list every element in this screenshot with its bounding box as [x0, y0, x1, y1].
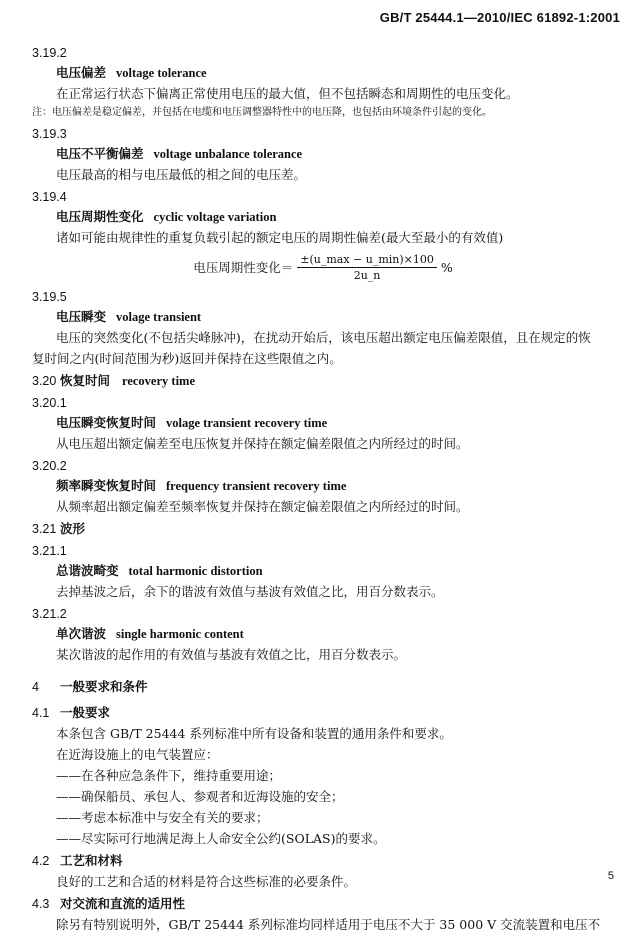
term-cn: 总谐波畸变: [56, 563, 119, 578]
section-title-cn: 波形: [60, 521, 86, 536]
term-heading: [56, 476, 614, 496]
definition: 从频率超出额定偏差至频率恢复并保持在额定偏差限值之内所经过的时间。: [56, 499, 469, 514]
section-number: 3.20: [32, 374, 57, 388]
formula: [32, 250, 614, 284]
term-cn: 频率瞬变恢复时间: [56, 478, 157, 493]
page-number: 5: [607, 870, 614, 882]
section-title-cn: 恢复时间: [60, 373, 111, 388]
term-heading: [56, 144, 614, 164]
section-title-en: recovery time: [122, 374, 196, 388]
formula-denominator: 2u_n: [353, 268, 381, 282]
clause-number: 3.20.1: [32, 396, 67, 410]
clause-number: 3.21.2: [32, 607, 67, 621]
section-number: 4.3: [32, 897, 50, 911]
chapter-number: 4: [32, 680, 39, 694]
term-cn: 电压瞬变: [56, 309, 107, 324]
term-cn: 电压不平衡偏差: [56, 146, 144, 161]
term-en: voltage tolerance: [116, 66, 207, 80]
definition: 电压最高的相与电压最低的相之间的电压差。: [56, 167, 307, 182]
definition: 某次谐波的起作用的有效值与基波有效值之比，用百分数表示。: [56, 647, 407, 662]
section-title: 一般要求: [60, 705, 111, 720]
term-en: frequency transient recovery time: [166, 479, 347, 493]
note: 注：电压偏差是稳定偏差，并包括在电缆和电压调整器特性中的电压降，也包括由环境条件引起的变化。: [32, 107, 492, 118]
term-en: cyclic voltage variation: [153, 210, 277, 224]
paragraph: 本条包含 GB/T 25444 系列标准中所有设备和装置的通用条件和要求。: [56, 726, 452, 741]
term-heading: [56, 624, 614, 644]
term-heading: [56, 413, 614, 433]
section-heading: [32, 519, 614, 539]
section-title: 对交流和直流的适用性: [60, 896, 186, 911]
definition: 从电压超出额定偏差至电压恢复并保持在额定偏差限值之内所经过的时间。: [56, 436, 469, 451]
definition: 去掉基波之后，余下的谐波有效值与基波有效值之比，用百分数表示。: [56, 584, 444, 599]
term-cn: 电压周期性变化: [56, 209, 144, 224]
clause-number: 3.19.4: [32, 190, 67, 204]
list-item: ——在各种应急条件下，维持重要用途；: [56, 768, 282, 783]
definition: 电压的突然变化(不包括尖峰脉冲)，在扰动开始后，该电压超出额定电压偏差限值，且在规定的恢: [56, 330, 591, 345]
list-item: ——考虑本标准中与安全有关的要求；: [56, 810, 269, 825]
formula-label: 电压周期性变化＝: [193, 260, 294, 275]
definition: 在正常运行状态下偏离正常使用电压的最大值，但不包括瞬态和周期性的电压变化。: [56, 86, 519, 101]
section-heading: [32, 371, 614, 391]
section-heading: [32, 851, 614, 871]
term-cn: 单次谐波: [56, 626, 107, 641]
section-heading: [32, 894, 614, 914]
clause-number: 3.20.2: [32, 459, 67, 473]
list-item: ——确保船员、承包人、参观者和近海设施的安全；: [56, 789, 344, 804]
document-header: GB/T 25444.1—2010/IEC 61892-1:2001: [379, 10, 620, 25]
paragraph: 良好的工艺和合适的材料是符合这些标准的必要条件。: [56, 874, 357, 889]
clause-number: 3.21.1: [32, 544, 67, 558]
term-en: voltage unbalance tolerance: [153, 147, 303, 161]
term-en: volage transient: [116, 310, 202, 324]
section-title: 工艺和材料: [60, 853, 123, 868]
formula-fraction: [297, 253, 437, 282]
document-body: [32, 41, 614, 935]
paragraph: 在近海设施上的电气装置应：: [56, 747, 219, 762]
clause-number: 3.19.2: [32, 46, 67, 60]
list-item: ——尽实际可行地满足海上人命安全公约(SOLAS)的要求。: [56, 831, 386, 846]
chapter-heading: [32, 677, 614, 697]
section-number: 4.2: [32, 854, 50, 868]
term-en: volage transient recovery time: [166, 416, 328, 430]
chapter-title: 一般要求和条件: [60, 679, 148, 694]
clause-number: 3.19.5: [32, 290, 67, 304]
formula-numerator: ±(u_max − u_min)×100: [297, 253, 437, 268]
definition: 诸如可能由规律性的重复负载引起的额定电压的周期性偏差(最大至最小的有效值): [56, 230, 504, 245]
section-number: 3.21: [32, 522, 57, 536]
term-heading: [56, 63, 614, 83]
term-heading: [56, 207, 614, 227]
section-heading: [32, 703, 614, 723]
term-heading: [56, 307, 614, 327]
section-number: 4.1: [32, 706, 50, 720]
clause-number: 3.19.3: [32, 127, 67, 141]
term-cn: 电压瞬变恢复时间: [56, 415, 157, 430]
term-cn: 电压偏差: [56, 65, 107, 80]
term-en: single harmonic content: [116, 627, 244, 641]
definition-continued: 复时间之内(时间范围为秒)返回并保持在这些限值之内。: [32, 351, 342, 366]
formula-unit: %: [440, 259, 453, 275]
term-heading: [56, 561, 614, 581]
paragraph: 除另有特别说明外，GB/T 25444 系列标准均同样适用于电压不大于 35 000 V 交流装置和电压不: [56, 917, 601, 932]
term-en: total harmonic distortion: [128, 564, 263, 578]
